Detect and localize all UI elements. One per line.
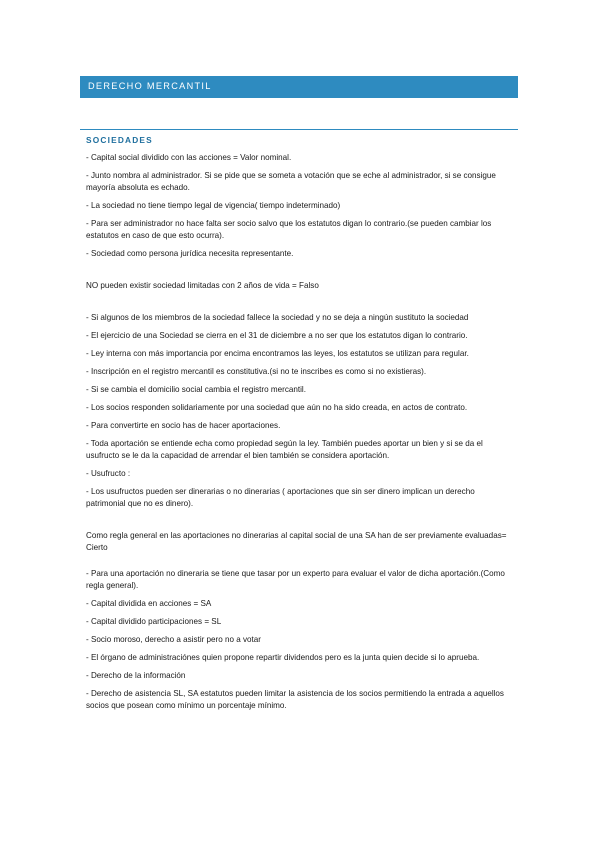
note-item: - Derecho de asistencia SL, SA estatutos pueden limitar la asistencia de los socios permitiendo la entrada a aquellos socios que posean como mínimo un porcentaje mínimo. [86,689,504,710]
note-item: - Sociedad como persona jurídica necesita representante. [86,249,294,258]
note-item: - Inscripción en el registro mercantil es constitutiva.(si no te inscribes es como si no existieras). [86,367,427,376]
note-item: - El órgano de administraciónes quien propone repartir dividendos pero es la junta quien decide si lo aprueba. [86,653,480,662]
note-item: - Si se cambia el domicilio social cambia el registro mercantil. [86,385,306,394]
note-item: - Los usufructos pueden ser dinerarias o no dinerarias ( aportaciones que sin ser dinero implican un derecho patrimonial que no es dinero). [86,487,475,508]
section-heading: SOCIEDADES [86,135,153,145]
document-title: DERECHO MERCANTIL [88,81,212,91]
note-item: - Junto nombra al administrador. Si se pide que se someta a votación que se eche al administrador, si se consigue mayoría absoluta es echado. [86,171,496,192]
note-item: - El ejercicio de una Sociedad se cierra en el 31 de diciembre a no ser que los estatutos digan lo contrario. [86,331,468,340]
statement: NO pueden existir sociedad limitadas con 2 años de vida = Falso [86,281,319,290]
note-item: - Para ser administrador no hace falta ser socio salvo que los estatutos digan lo contrario.(se pueden cambiar los estatutos en caso de que esto ocurra). [86,219,492,240]
note-item: - Capital social dividido con las acciones = Valor nominal. [86,153,292,162]
note-item: - Para convertirte en socio has de hacer aportaciones. [86,421,281,430]
statement: Como regla general en las aportaciones no dinerarias al capital social de una SA han de ser previamente evaluadas= Cierto [86,531,507,552]
notes-body [86,152,516,718]
note-item: - Los socios responden solidariamente por una sociedad que aún no ha sido creada, en actos de contrato. [86,403,468,412]
note-item: - Toda aportación se entiende echa como propiedad según la ley. También puedes aportar un bien y si se da el usufructo se le da la capacidad de arrendar el bien también se considera aportación. [86,439,483,460]
header-banner [80,76,518,98]
section-divider [80,129,518,130]
note-item: - Derecho de la información [86,671,186,680]
note-item: - Socio moroso, derecho a asistir pero no a votar [86,635,261,644]
note-item: - Capital dividida en acciones = SA [86,599,212,608]
note-item: - Capital dividido participaciones = SL [86,617,222,626]
note-item: - La sociedad no tiene tiempo legal de vigencia( tiempo indeterminado) [86,201,341,210]
note-item: - Para una aportación no dineraria se tiene que tasar por un experto para evaluar el valor de dicha aportación.(Como regla general). [86,569,505,590]
note-item: - Usufructo : [86,469,131,478]
note-item: - Ley interna con más importancia por encima encontramos las leyes, los estatutos se utilizan para regular. [86,349,469,358]
note-item: - Si algunos de los miembros de la sociedad fallece la sociedad y no se deja a ningún sustituto la sociedad [86,313,469,322]
